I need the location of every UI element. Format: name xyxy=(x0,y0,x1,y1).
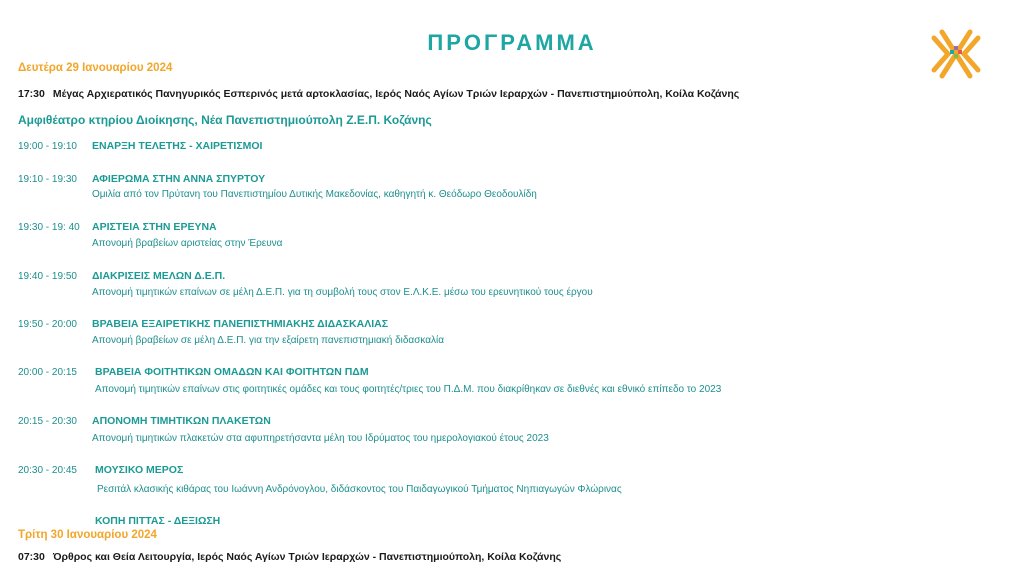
venue-heading: Αμφιθέατρο κτηρίου Διοίκησης, Νέα Πανεπιστημιούπολη Ζ.Ε.Π. Κοζάνης xyxy=(18,113,432,127)
item-title: ΕΝΑΡΞΗ ΤΕΛΕΤΗΣ - ΧΑΙΡΕΤΙΣΜΟΙ xyxy=(92,140,263,152)
item-time: 19:50 - 20:00 xyxy=(18,319,77,330)
vespers-text: Μέγας Αρχιερατικός Πανηγυρικός Εσπερινός μετά αρτοκλασίας, Ιερός Ναός Αγίων Τριών Ιεραρχών - Πανεπιστημιούπολη, Κοίλα Κοζάνης xyxy=(52,88,740,100)
item-desc: Απονομή τιμητικών πλακετών στα αφυπηρετήσαντα μέλη του Ιδρύματος του ημερολογιακού έτους 2023 xyxy=(92,433,549,444)
item-title: ΒΡΑΒΕΙΑ ΦΟΙΤΗΤΙΚΩΝ ΟΜΑΔΩΝ ΚΑΙ ΦΟΙΤΗΤΩΝ ΠΔΜ xyxy=(95,366,369,378)
day2-date: Τρίτη 30 Ιανουαρίου 2024 xyxy=(18,529,157,541)
service-line xyxy=(18,551,561,563)
item-desc: Απονομή βραβείων σε μέλη Δ.Ε.Π. για την εξαίρετη πανεπιστημιακή διδασκαλία xyxy=(92,335,445,346)
item-title: ΑΡΙΣΤΕΙΑ ΣΤΗΝ ΕΡΕΥΝΑ xyxy=(92,221,217,233)
item-title: ΑΦΙΕΡΩΜΑ ΣΤΗΝ ΑΝΝΑ ΣΠΥΡΤΟΥ xyxy=(92,173,266,185)
service-text: Όρθρος και Θεία Λειτουργία, Ιερός Ναός Αγίων Τριών Ιεραρχών - Πανεπιστημιούπολη, Κοίλα Κοζάνης xyxy=(52,551,562,563)
item-desc: Απονομή τιμητικών επαίνων σε μέλη Δ.Ε.Π. για τη συμβολή τους στον Ε.Λ.Κ.Ε. μέσω του ερευνητικού τους έργου xyxy=(92,287,593,298)
item-desc: Ομιλία από τον Πρύτανη του Πανεπιστημίου Δυτικής Μακεδονίας, καθηγητή κ. Θεόδωρο Θεοδουλίδη xyxy=(92,189,537,200)
item-title: ΚΟΠΗ ΠΙΤΤΑΣ - ΔΕΞΙΩΣΗ xyxy=(95,515,221,527)
item-desc: Ρεσιτάλ κλασικής κιθάρας του Ιωάννη Ανδρόνογλου, διδάσκοντος του Παιδαγωγικού Τμήματος Νηπιαγωγών Φλώρινας xyxy=(97,484,622,495)
vespers-line xyxy=(18,88,739,100)
item-time: 20:30 - 20:45 xyxy=(18,465,77,476)
item-title: ΜΟΥΣΙΚΟ ΜΕΡΟΣ xyxy=(95,464,184,476)
item-title: ΒΡΑΒΕΙΑ ΕΞΑΙΡΕΤΙΚΗΣ ΠΑΝΕΠΙΣΤΗΜΙΑΚΗΣ ΔΙΔΑΣΚΑΛΙΑΣ xyxy=(92,318,389,330)
item-time: 19:10 - 19:30 xyxy=(18,174,77,185)
item-desc: Απονομή βραβείων αριστείας στην Έρευνα xyxy=(92,238,283,249)
item-time: 19:40 - 19:50 xyxy=(18,271,77,282)
item-title: ΑΠΟΝΟΜΗ ΤΙΜΗΤΙΚΩΝ ΠΛΑΚΕΤΩΝ xyxy=(92,415,271,427)
item-time: 19:00 - 19:10 xyxy=(18,141,77,152)
university-logo xyxy=(928,28,984,80)
day1-date: Δευτέρα 29 Ιανουαρίου 2024 xyxy=(18,62,173,74)
item-time: 19:30 - 19: 40 xyxy=(18,222,80,233)
service-time: 07:30 xyxy=(18,551,45,563)
page-title: ΠΡΟΓΡΑΜΜΑ xyxy=(427,30,597,55)
item-time: 20:15 - 20:30 xyxy=(18,416,77,427)
item-title: ΔΙΑΚΡΙΣΕΙΣ ΜΕΛΩΝ Δ.Ε.Π. xyxy=(92,270,226,282)
item-desc: Απονομή τιμητικών επαίνων στις φοιτητικές ομάδες και τους φοιτητές/τριες του Π.Δ.Μ. που διακρίθηκαν σε διεθνές και εθνικό επίπεδο το 2023 xyxy=(95,384,722,395)
vespers-time: 17:30 xyxy=(18,88,45,100)
item-time: 20:00 - 20:15 xyxy=(18,367,77,378)
